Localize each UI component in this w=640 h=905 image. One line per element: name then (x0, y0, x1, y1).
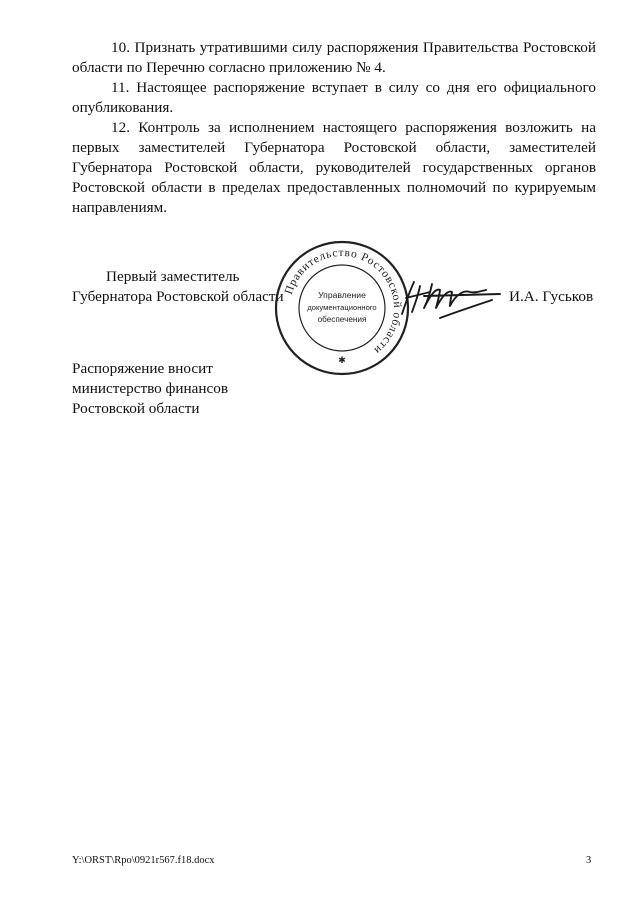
official-seal (274, 240, 410, 376)
footer-page-number: 3 (586, 855, 592, 866)
footer-file-path: Y:\ORST\Rpo\0921r567.f18.docx (72, 855, 215, 866)
seal-star-icon: ✱ (338, 356, 346, 366)
seal-center-line1: Управление (318, 290, 366, 300)
seal-center-line3: обеспечения (317, 315, 367, 324)
signatory-name: И.А. Гуськов (509, 288, 594, 305)
paragraph-10: 10. Признать утратившими силу распоряжения Правительства Ростовской области по Перечню согласно приложению № 4. (72, 39, 596, 76)
introduced-by-line1: Распоряжение вносит (72, 360, 213, 377)
seal-center-line2: документационного (307, 303, 377, 312)
introduced-by-line2: министерство финансов (72, 380, 229, 397)
signatory-title (72, 267, 284, 307)
introduced-by-line3: Ростовской области (72, 400, 200, 417)
signatory-title-line2: Губернатора Ростовской области (72, 288, 284, 305)
paragraph-11: 11. Настоящее распоряжение вступает в силу со дня его официального опубликования. (72, 79, 596, 116)
signatory-title-line1: Первый заместитель (106, 268, 240, 285)
introduced-by-note (72, 359, 228, 419)
paragraph-12: 12. Контроль за исполнением настоящего распоряжения возложить на первых заместителей Губернатора Ростовской области, заместителей Губернатора Ростовской области, руководителей государственных органов Ростовской области в пределах предоставленных полномочий по курируемым направлениям. (72, 119, 596, 216)
handwritten-signature (396, 268, 504, 328)
seal-ring-text: Правительство Ростовской области (282, 246, 404, 357)
